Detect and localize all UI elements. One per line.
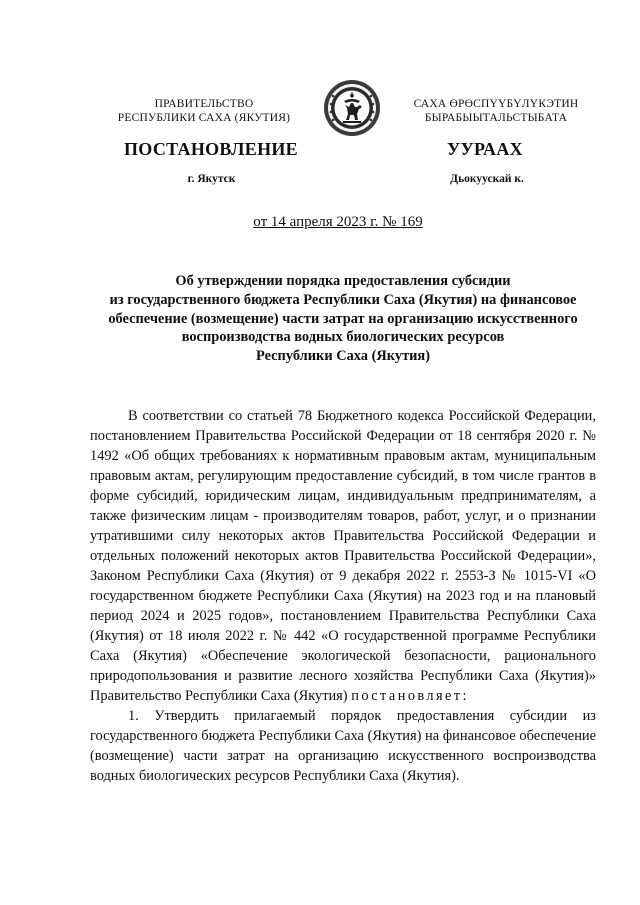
- doc-type-ru: ПОСТАНОВЛЕНИЕ: [124, 139, 298, 159]
- date-and-number: от 14 апреля 2023 г. № 169: [253, 214, 423, 230]
- title-line: обеспечение (возмещение) части затрат на организацию искусственного: [108, 310, 578, 327]
- doc-type-sah: УУРААХ: [447, 139, 523, 159]
- body-text: [90, 406, 596, 786]
- preamble-text: В соответствии со статьей 78 Бюджетного кодекса Российской Федерации, постановлением Правительства Российской Федерации от 18 сентября 2020 г. № 1492 «Об общих требованиях к нормативным правовым актам, муниципальным правовым актам, регулирующим предоставление субсидий, в том числе грантов в форме субсидий, юридическим лицам, индивидуальным предпринимателям, а также физическим лицам - производителям товаров, работ, услуг, и о признании утратившими силу некоторых актов Правительства Российской Федерации и отдельных положений некоторых актов Правительства Российской Федерации», Законом Республики Саха (Якутия) от 9 декабря 2022 г. 2553-З № 1015-VI «О государственном бюджете Республики Саха (Якутия) на 2023 год и на плановый период 2024 и 2025 годов», постановлением Правительства Республики Саха (Якутия) от 18 июля 2022 г. № 442 «О государственной программе Республики Саха (Якутия) «Обеспечение экологической безопасности, рационального природопользования и развитие лесного хозяйства Республики Саха (Якутия)» Правительство Республики Саха (Якутия): [90, 408, 596, 704]
- header-right-line2: БЫРАБЫЫТАЛЬСТЫБАТА: [424, 112, 568, 124]
- header-right: [388, 97, 604, 125]
- sakha-coat-of-arms-icon: [322, 78, 382, 138]
- preamble-paragraph: [90, 406, 596, 706]
- title-line: Об утверждении порядка предоставления субсидии: [175, 273, 511, 289]
- title-line: Республики Саха (Якутия): [255, 348, 431, 365]
- header-right-line1: САХА ӨРӨСПҮҮБҮЛҮКЭТИН: [413, 98, 579, 110]
- city-ru: г. Якутск: [187, 173, 236, 185]
- clause-1-paragraph: 1. Утвердить прилагаемый порядок предоставления субсидии из государственного бюджета Республики Саха (Якутия) на финансовое обеспечение (возмещение) части затрат на организацию искусственного воспроизводства водных биологических ресурсов Республики Саха (Якутия).: [90, 708, 596, 784]
- resolves-word: постановляет:: [351, 688, 469, 704]
- title-line: из государственного бюджета Республики Саха (Якутия) на финансовое: [109, 291, 577, 308]
- header-left-line2: РЕСПУБЛИКИ САХА (ЯКУТИЯ): [117, 112, 291, 124]
- city-sah: Дьокуускай к.: [450, 173, 524, 185]
- header-left-line1: ПРАВИТЕЛЬСТВО: [154, 98, 254, 110]
- header-left: [92, 97, 316, 125]
- dateline: [120, 214, 556, 231]
- title-line: воспроизводства водных биологических ресурсов: [181, 329, 505, 346]
- resolution-title: [90, 272, 596, 366]
